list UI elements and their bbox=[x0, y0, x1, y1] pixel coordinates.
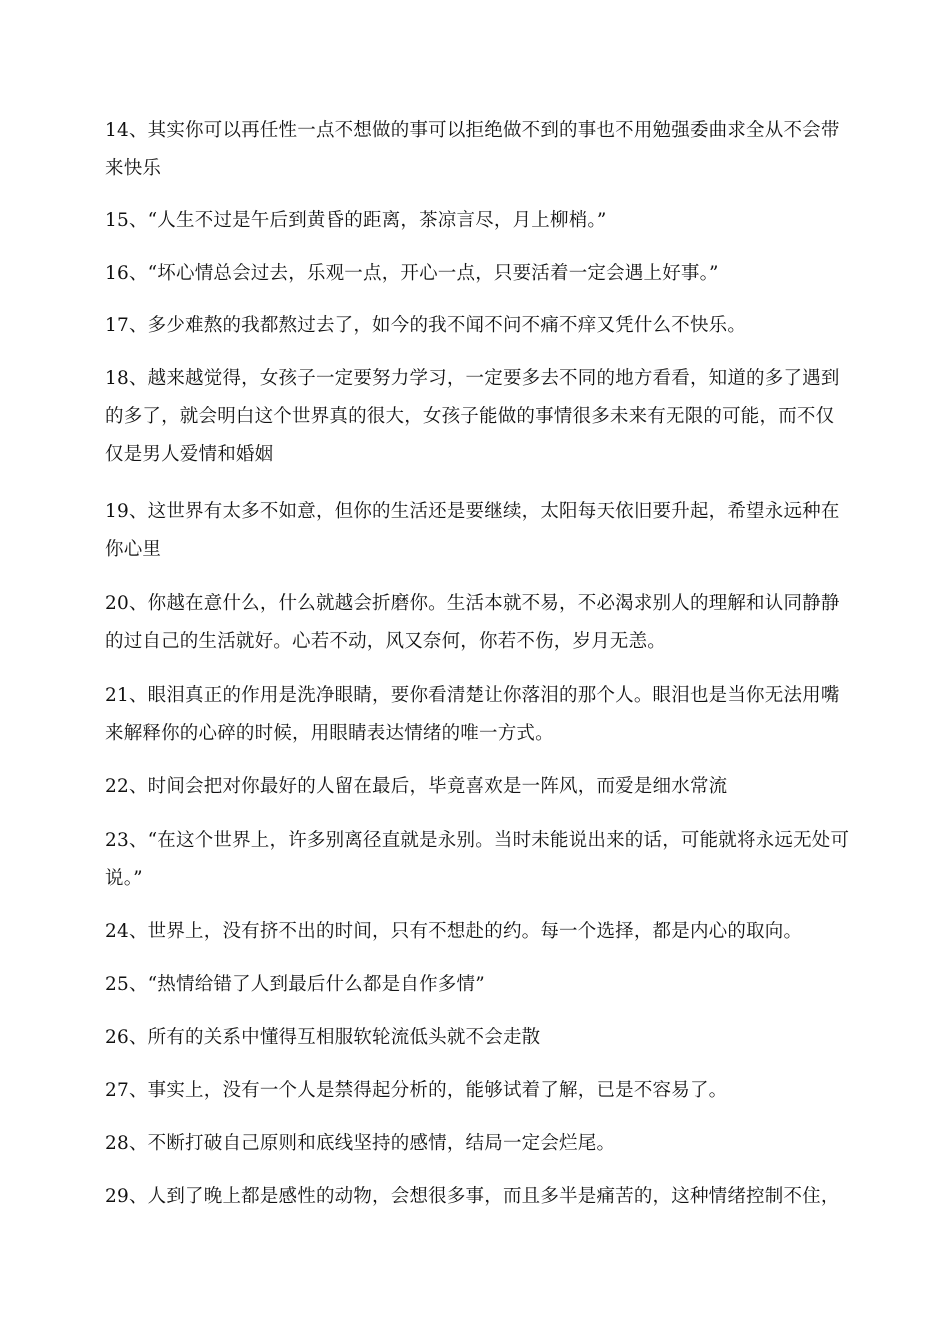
paragraph-28: 28、不断打破自己原则和底线坚持的感情，结局一定会烂尾。 bbox=[105, 1133, 616, 1154]
paragraph-23: 23、“在这个世界上，许多别离径直就是永别。当时未能说出来的话，可能就将永远无处可说。” bbox=[105, 830, 850, 889]
paragraph-29: 29、人到了晚上都是感性的动物，会想很多事，而且多半是痛苦的，这种情绪控制不住， bbox=[105, 1186, 840, 1207]
paragraph-21: 21、眼泪真正的作用是洗净眼睛，要你看清楚让你落泪的那个人。眼泪也是当你无法用嘴来解释你的心碎的时候，用眼睛表达情绪的唯一方式。 bbox=[105, 685, 840, 744]
paragraph-22: 22、时间会把对你最好的人留在最后，毕竟喜欢是一阵风，而爱是细水常流 bbox=[105, 776, 728, 797]
paragraph-18: 18、越来越觉得，女孩子一定要努力学习，一定要多去不同的地方看看，知道的多了遇到的多了，就会明白这个世界真的很大，女孩子能做的事情很多未来有无限的可能，而不仅仅是男人爱情和婚姻 bbox=[105, 368, 840, 465]
paragraph-27: 27、事实上，没有一个人是禁得起分析的，能够试着了解，已是不容易了。 bbox=[105, 1080, 728, 1101]
paragraph-17: 17、多少难熬的我都熬过去了，如今的我不闻不问不痛不痒又凭什么不快乐。 bbox=[105, 315, 747, 336]
paragraph-26: 26、所有的关系中懂得互相服软轮流低头就不会走散 bbox=[105, 1027, 541, 1048]
paragraph-25: 25、“热情给错了人到最后什么都是自作多情” bbox=[105, 974, 485, 995]
paragraph-20: 20、你越在意什么，什么就越会折磨你。生活本就不易，不必渴求别人的理解和认同静静的过自己的生活就好。心若不动，风又奈何，你若不伤，岁月无恙。 bbox=[105, 593, 840, 652]
paragraph-16: 16、“坏心情总会过去，乐观一点，开心一点，只要活着一定会遇上好事。” bbox=[105, 263, 719, 284]
paragraph-19: 19、这世界有太多不如意，但你的生活还是要继续，太阳每天依旧要升起，希望永远种在你心里 bbox=[105, 501, 840, 560]
paragraph-14: 14、其实你可以再任性一点不想做的事可以拒绝做不到的事也不用勉强委曲求全从不会带来快乐 bbox=[105, 120, 840, 179]
paragraph-24: 24、世界上，没有挤不出的时间，只有不想赴的约。每一个选择，都是内心的取向。 bbox=[105, 921, 803, 942]
paragraph-15: 15、“人生不过是午后到黄昏的距离，茶凉言尽，月上柳梢。” bbox=[105, 210, 607, 231]
